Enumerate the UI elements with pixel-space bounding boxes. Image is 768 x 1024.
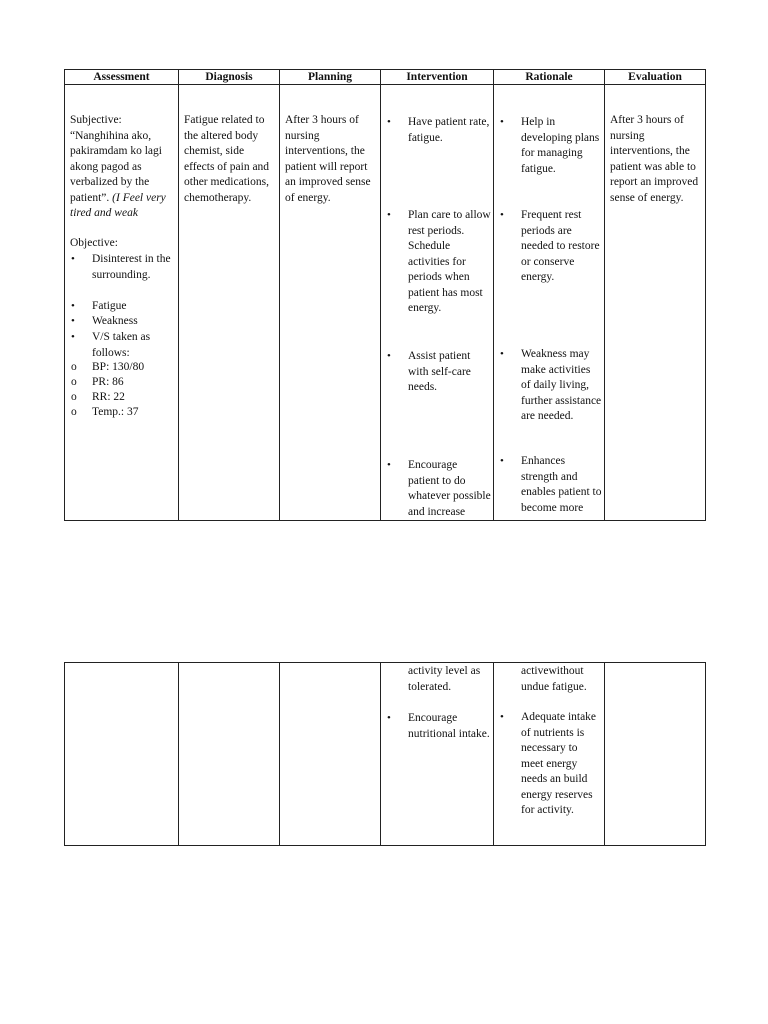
header-intervention: Intervention <box>381 70 494 85</box>
header-rationale: Rationale <box>494 70 605 85</box>
planning-cell <box>280 663 381 846</box>
bullet-icon: • <box>71 315 75 327</box>
evaluation-cell <box>605 85 706 521</box>
bullet-icon: • <box>71 331 75 343</box>
sub-bullet-icon: o <box>71 376 77 388</box>
subjective-quote: “Nanghihina ako, pakiramdam ko lagi akong pagod as verbalized by the patient”. <box>70 129 162 204</box>
bullet-icon: • <box>500 348 504 360</box>
intervention-cell <box>381 663 494 846</box>
subjective-label: Subjective: <box>70 114 122 126</box>
bullet-icon: • <box>500 711 504 723</box>
sub-bullet-icon: o <box>71 361 77 373</box>
bullet-icon: • <box>500 116 504 128</box>
care-plan-table <box>64 69 706 521</box>
intervention-continued: activity level as tolerated. <box>408 665 481 693</box>
evaluation-cell <box>605 663 706 846</box>
bullet-icon: • <box>387 116 391 128</box>
bullet-icon: • <box>387 712 391 724</box>
vital-sign: o PR: 86 <box>71 375 174 391</box>
bullet-icon: • <box>500 209 504 221</box>
objective-label: Objective: <box>70 237 118 249</box>
bullet-icon: • <box>500 455 504 467</box>
planning-text: After 3 hours of nursing interventions, the patient will report an improved sense of energy. <box>285 114 371 204</box>
bullet-icon: • <box>387 209 391 221</box>
objective-item: • Fatigue <box>71 299 176 315</box>
rationale-item: • Enhances strength and enables patient to become more <box>500 455 602 514</box>
intervention-item: • Assist patient with self-care needs. <box>387 350 471 393</box>
intervention-cell <box>381 85 494 521</box>
header-planning: Planning <box>280 70 381 85</box>
bullet-icon: • <box>387 459 391 471</box>
rationale-item: • Adequate intake of nutrients is necessary to meet energy needs an build energy reserves for activity. <box>500 711 597 816</box>
table-row <box>65 85 706 521</box>
bullet-icon: • <box>71 300 75 312</box>
rationale-cell <box>494 85 605 521</box>
rationale-item: • Help in developing plans for managing fatigue. <box>500 116 600 175</box>
subjective-translation: (I Feel very tired and weak <box>70 191 166 219</box>
sub-bullet-icon: o <box>71 406 77 418</box>
header-row <box>65 70 706 85</box>
assessment-cell <box>65 85 179 521</box>
planning-cell <box>280 85 381 521</box>
bullet-icon: • <box>387 350 391 362</box>
rationale-item: • Frequent rest periods are needed to restore or conserve energy. <box>500 209 600 283</box>
intervention-item: • Have patient rate, fatigue. <box>387 116 490 144</box>
intervention-item: • Encourage nutritional intake. <box>387 712 490 740</box>
vital-sign: o RR: 22 <box>71 390 174 406</box>
objective-item: • Weakness <box>71 314 176 330</box>
vital-sign: o BP: 130/80 <box>71 360 174 376</box>
header-diagnosis: Diagnosis <box>179 70 280 85</box>
evaluation-text: After 3 hours of nursing interventions, the patient was able to report an improved sense of energy. <box>610 114 699 204</box>
diagnosis-cell <box>179 85 280 521</box>
vital-sign: o Temp.: 37 <box>71 405 174 421</box>
rationale-cell <box>494 663 605 846</box>
subjective-block <box>70 113 174 222</box>
header-assessment: Assessment <box>65 70 179 85</box>
diagnosis-text: Fatigue related to the altered body chemist, side effects of pain and other medications, chemotherapy. <box>184 114 270 204</box>
objective-item: • V/S taken as follows: <box>71 331 151 359</box>
header-evaluation: Evaluation <box>605 70 706 85</box>
sub-bullet-icon: o <box>71 391 77 403</box>
diagnosis-cell <box>179 663 280 846</box>
care-plan-table-continued <box>64 662 706 846</box>
rationale-continued: activewithout undue fatigue. <box>521 665 587 693</box>
intervention-item: • Encourage patient to do whatever possible and increase <box>387 459 491 518</box>
assessment-cell <box>65 663 179 846</box>
rationale-item: • Weakness may make activities of daily living, further assistance are needed. <box>500 348 602 422</box>
objective-item: • Disinterest in the surrounding. <box>71 253 171 281</box>
intervention-item: • Plan care to allow rest periods. Schedule activities for periods when patient has most energy. <box>387 209 491 314</box>
bullet-icon: • <box>71 253 75 265</box>
table-row <box>65 663 706 846</box>
